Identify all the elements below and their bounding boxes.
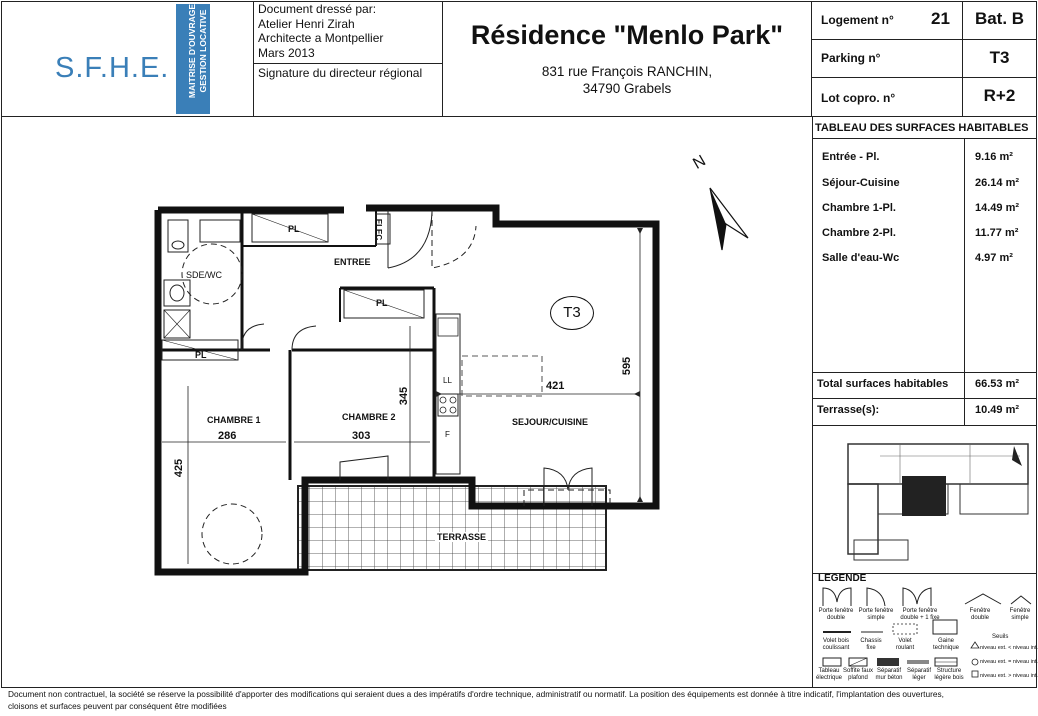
signature-divider (253, 63, 443, 64)
logo-text: S.F.H.E. (55, 52, 170, 84)
room-label-chambre2: CHAMBRE 2 (342, 412, 396, 422)
parking-label: Parking n° (821, 51, 881, 65)
elec-label: ELEC (374, 218, 384, 241)
terrace-tiles (298, 486, 606, 570)
footer-line-2: cloisons et surfaces peuvent par conséquent être modifiées (8, 701, 227, 711)
room-label-entree: ENTREE (334, 257, 371, 267)
surface-row-label: Séjour-Cuisine (822, 177, 900, 189)
surface-row-value: 11.77 m² (975, 227, 1019, 239)
placard-label: PL (376, 298, 388, 308)
legend-label: Porte fenêtre simple (858, 608, 894, 621)
doc-line: Atelier Henri Zirah (258, 16, 355, 31)
surface-row-label: Entrée - Pl. (822, 151, 880, 163)
terrasse-divider (812, 398, 1037, 399)
seuil-label: niveau ext. < niveau int. (980, 645, 1038, 651)
legend-label: Gaine technique (932, 638, 960, 651)
legend-label: Soffite faux plafond (843, 668, 873, 681)
terrasse-bottom-divider (812, 425, 1037, 426)
legend-label: Fenêtre simple (1009, 608, 1031, 621)
logement-label: Logement n° (821, 13, 894, 27)
legend-label: Séparatif léger (906, 668, 931, 681)
surface-row-label: Chambre 1-Pl. (822, 202, 896, 214)
doc-line: Mars 2013 (258, 45, 315, 60)
surface-row-value: 14.49 m² (975, 202, 1020, 214)
logo-vertical-text-1: MAITRISE D'OUVRAGE (187, 3, 197, 99)
residence-title: Résidence "Menlo Park" (470, 20, 784, 50)
terrasse-value: 10.49 m² (975, 404, 1020, 416)
north-label: N (690, 152, 709, 173)
dimension-label: 421 (546, 380, 565, 392)
room-label-sde: SDE/WC (186, 270, 222, 280)
dimension-label: 425 (173, 458, 186, 478)
doc-line: Document dressé par: (258, 2, 377, 16)
legend-label: Structure légère bois (934, 668, 964, 681)
seuils-title: Seuils (992, 634, 1009, 640)
terrasse-label: Terrasse(s): (817, 404, 880, 416)
footer-line-1: Document non contractuel, la société se réserve la possibilité d'apporter des modifications qui seraient dues a des impératifs d'ordre technique, administratif ou normatif. La position des équipements est donnée à titre indicatif, l'implantation des ouvertures, (8, 689, 944, 699)
total-divider (812, 372, 1037, 373)
signature-label: Signature du directeur régional (258, 66, 423, 80)
legend-title: LEGENDE (818, 573, 867, 584)
total-value: 66.53 m² (975, 378, 1020, 390)
surface-row-label: Chambre 2-Pl. (822, 227, 896, 239)
legend-label: Chassis fixe (860, 638, 882, 651)
address-line-1: 831 rue François RANCHIN, (541, 64, 713, 79)
floor-plan (140, 150, 700, 590)
dimension-label: 286 (218, 430, 237, 442)
seuil-label: niveau ext. = niveau int. (980, 659, 1038, 665)
lot-value: R+2 (983, 86, 1016, 105)
total-label: Total surfaces habitables (817, 378, 949, 390)
dimension-label: 345 (398, 386, 411, 406)
legend-label: Tableau électrique (816, 668, 843, 681)
footer-divider (1, 687, 1037, 688)
surface-row-value: 26.14 m² (975, 177, 1020, 189)
legend-label: Volet bois coulissant (822, 638, 850, 651)
parking-value: T3 (989, 48, 1010, 67)
legend-label: Porte fenêtre double (818, 608, 854, 621)
seuil-label: niveau ext. > niveau int. (980, 673, 1038, 679)
dimension-label: 595 (621, 356, 634, 376)
residence-cell (442, 1, 812, 117)
address-line-2: 34790 Grabels (582, 81, 672, 96)
legend-label: Porte fenêtre double + 1 fixe (900, 608, 940, 621)
dimension-label: 303 (352, 430, 371, 442)
room-label-chambre1: CHAMBRE 1 (207, 415, 261, 425)
north-arrow-icon (690, 160, 760, 260)
logo-vertical-text-2: GESTION LOCATIVE (198, 9, 208, 93)
surfaces-title-divider (812, 138, 1037, 139)
room-label-terrasse: TERRASSE (437, 532, 487, 542)
room-label-sejour: SEJOUR/CUISINE (512, 417, 589, 427)
legend-label: Volet roulant (895, 638, 915, 651)
placard-label: PL (195, 350, 207, 360)
fixture-lave-linge: LL (443, 376, 452, 385)
surfaces-title: TABLEAU DES SURFACES HABITABLES (815, 122, 1029, 134)
surfaces-col-divider (964, 138, 965, 426)
doc-info (258, 2, 383, 60)
fixture-frigo: F (445, 430, 450, 439)
logement-value: 21 (931, 9, 950, 28)
legend-label: Séparatif mur béton (875, 668, 903, 681)
lot-label: Lot copro. n° (821, 91, 896, 105)
surface-row-label: Salle d'eau-Wc (822, 252, 900, 264)
unit-badge-label: T3 (563, 304, 581, 321)
surface-row-value: 9.16 m² (975, 151, 1013, 163)
placard-label: PL (288, 224, 300, 234)
bat-value: Bat. B (974, 9, 1025, 28)
key-plan-thumbnail (840, 436, 1036, 566)
surface-row-value: 4.97 m² (975, 252, 1013, 264)
doc-line: Architecte a Montpellier (258, 31, 384, 45)
legend-label: Fenêtre double (969, 608, 991, 621)
